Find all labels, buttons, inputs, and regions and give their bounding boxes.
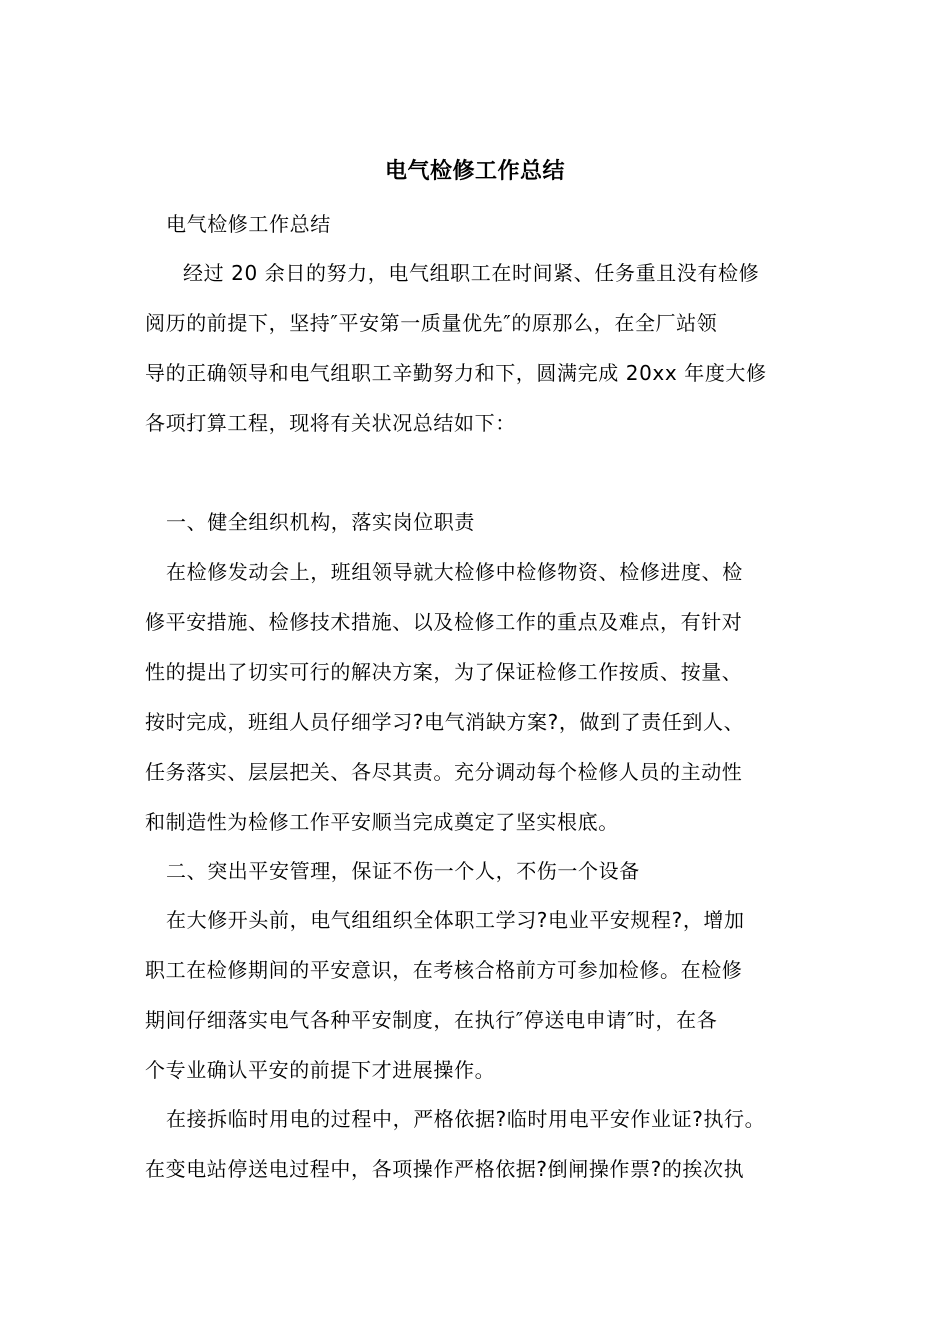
paragraph-line: 按时完成，班组人员仔细学习?电气消缺方案?，做到了责任到人、 xyxy=(145,710,745,734)
paragraph-line: 个专业确认平安的前提下才进展操作。 xyxy=(145,1058,496,1082)
paragraph-line: 经过 20 余日的努力，电气组职工在时间紧、任务重且没有检修 xyxy=(183,261,760,285)
paragraph-line: 在检修发动会上，班组领导就大检修中检修物资、检修进度、检 xyxy=(166,560,743,584)
paragraph-line: 期间仔细落实电气各种平安制度，在执行″停送电申请″时，在各 xyxy=(145,1008,718,1032)
paragraph-line: 性的提出了切实可行的解决方案，为了保证检修工作按质、按量、 xyxy=(145,660,743,684)
section-heading: 二、突出平安管理，保证不伤一个人，不伤一个设备 xyxy=(166,859,640,883)
paragraph-line: 和制造性为检修工作平安顺当完成奠定了坚实根底。 xyxy=(145,810,619,834)
paragraph-line: 在变电站停送电过程中，各项操作严格依据?倒闸操作票?的挨次执 xyxy=(145,1157,745,1181)
paragraph-line: 修平安措施、检修技术措施、以及检修工作的重点及难点，有针对 xyxy=(145,610,743,634)
paragraph-line: 各项打算工程，现将有关状况总结如下： xyxy=(145,411,516,435)
paragraph-line: 职工在检修期间的平安意识，在考核合格前方可参加检修。在检修 xyxy=(145,958,743,982)
subtitle-line: 电气检修工作总结 xyxy=(166,212,331,236)
document-title: 电气检修工作总结 xyxy=(384,159,565,184)
paragraph-line: 在大修开头前，电气组组织全体职工学习?电业平安规程?，增加 xyxy=(166,908,745,932)
paragraph-line: 在接拆临时用电的过程中，严格依据?临时用电平安作业证?执行。 xyxy=(166,1107,766,1131)
paragraph-line: 阅历的前提下，坚持″平安第一质量优先″的原那么，在全厂站领 xyxy=(145,311,718,335)
paragraph-line: 导的正确领导和电气组职工辛勤努力和下，圆满完成 20xx 年度大修 xyxy=(145,361,767,385)
paragraph-line: 任务落实、层层把关、各尽其责。充分调动每个检修人员的主动性 xyxy=(145,760,743,784)
section-heading: 一、健全组织机构，落实岗位职责 xyxy=(166,510,475,534)
